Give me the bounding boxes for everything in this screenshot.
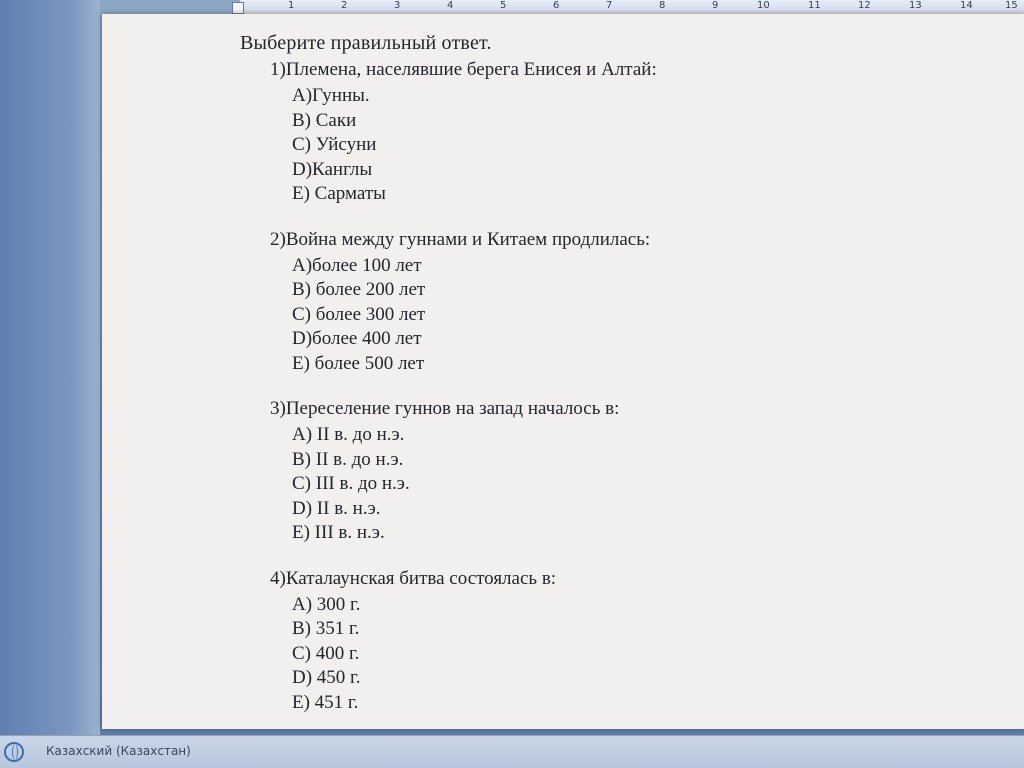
question-title: 2)Война между гуннами и Китаем продлилась: [270,228,651,250]
horizontal-ruler[interactable] [0,0,1024,15]
question-1 [270,59,657,207]
answer-option: A)Гунны. [292,85,370,106]
language-indicator[interactable]: Казахский (Казахстан) [46,744,191,758]
ruler-number: 1 [288,0,295,11]
ruler-number: 5 [500,0,507,11]
answer-option: E) Сарматы [292,183,386,204]
page-title: Выберите правильный ответ. [240,32,492,54]
answer-option: D) II в. н.э. [292,497,381,519]
answer-option: B) Саки [292,109,357,131]
answer-option: A) 300 г. [292,593,361,615]
answer-option: E) III в. н.э. [292,522,385,543]
left-margin-area [0,0,100,735]
ruler-number: 9 [712,0,719,11]
answer-option: C) 400 г. [292,642,360,664]
answer-option: E) более 500 лет [292,352,425,374]
document-body[interactable] [240,32,657,715]
question-2 [270,229,657,377]
ruler-number: 6 [553,0,560,11]
status-bar [0,735,1024,768]
question-title: 4)Каталаунская битва состоялась в: [270,567,557,589]
ruler-number: 15 [1005,0,1018,11]
answer-option: A) II в. до н.э. [292,424,405,445]
answer-option: E) 451 г. [292,691,359,713]
answer-option: D) 450 г. [292,667,361,688]
globe-icon[interactable] [4,742,24,762]
question-4 [270,568,657,716]
answer-option: C) более 300 лет [292,303,426,325]
answer-option: D)Канглы [292,158,373,180]
ruler-number: 3 [394,0,401,11]
ruler-number: 14 [960,0,973,11]
ruler-tab-stop[interactable] [232,2,244,14]
ruler-number: 2 [341,0,348,11]
ruler-number: 10 [757,0,770,11]
question-title: 1)Племена, населявшие берега Енисея и Алтай: [270,59,657,80]
ruler-number: 8 [659,0,666,11]
ruler-number: 4 [447,0,454,11]
ruler-number: 12 [858,0,871,11]
ruler-number: 7 [606,0,613,11]
answer-option: B) II в. до н.э. [292,448,404,470]
ruler-number: 13 [909,0,922,11]
question-3 [270,398,657,546]
answer-option: C) Уйсуни [292,134,377,155]
ruler-number: 11 [808,0,821,11]
answer-option: D)более 400 лет [292,328,422,349]
answer-option: B) 351 г. [292,618,360,639]
document-page[interactable] [102,14,1024,729]
answer-option: B) более 200 лет [292,279,426,300]
answer-option: C) III в. до н.э. [292,473,410,494]
question-title: 3)Переселение гуннов на запад началось в: [270,398,620,419]
answer-option: A)более 100 лет [292,254,422,276]
